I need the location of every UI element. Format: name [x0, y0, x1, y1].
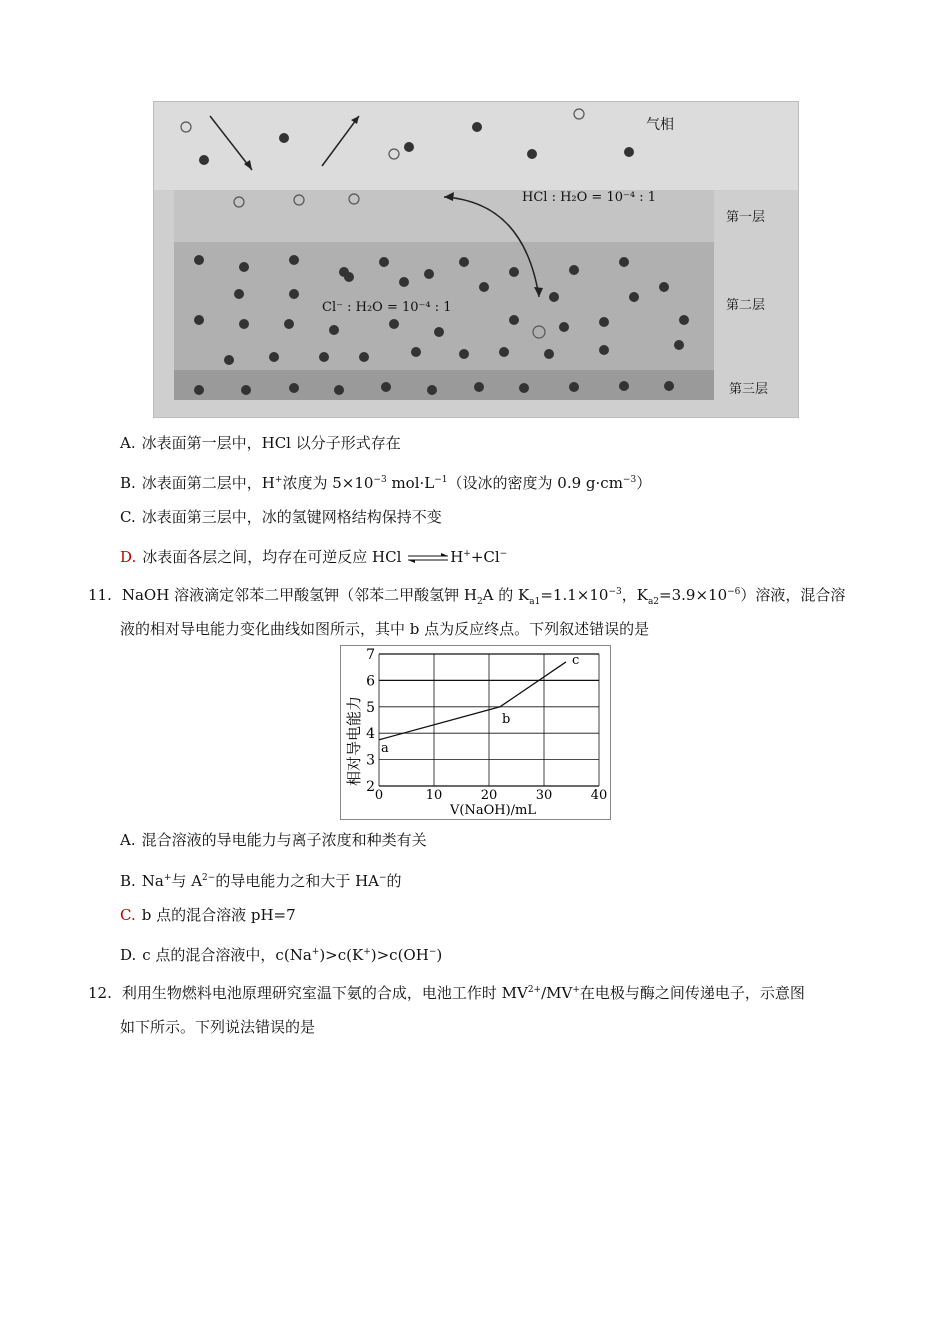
chart-ylabel: 相对导电能力: [345, 695, 363, 787]
chart-grid: [379, 654, 599, 786]
chart-point-label-b: b: [502, 711, 511, 727]
ice-surface-figure: [153, 101, 799, 418]
answer-marker: D.: [120, 548, 137, 566]
q11-option-b: B. Na+与 $A^{2-}$的导电能力之和大于 HA−的: [120, 872, 402, 890]
chart-point-label-c: c: [572, 652, 580, 668]
chart-y-tick-label: 6: [366, 673, 375, 690]
layer-3-label: 第三层: [729, 382, 769, 397]
chart-y-tick-label: 3: [366, 752, 375, 769]
conductivity-chart: [340, 645, 611, 820]
chart-y-tick-label: 5: [366, 699, 375, 716]
chart-y-ticks: [366, 647, 375, 795]
chart-x-tick-label: 40: [590, 788, 608, 803]
q11-stem-line1: 11. NaOH 溶液滴定邻苯二甲酸氢钾（邻苯二甲酸氢钾 $H_2A$ 的 $K_{a1}=1.1\times 10^{-3}$，$K_{a2}=3.9\times 10^{-6}$）溶液，混合溶: [88, 586, 846, 607]
chart-x-tick-label: 30: [535, 788, 553, 803]
q12-number: 12.: [88, 984, 112, 1002]
chart-y-tick-label: 2: [366, 779, 375, 795]
chart-x-tick-label: 10: [425, 788, 443, 803]
chart-point-labels: [381, 653, 579, 756]
chart-xlabel: V(NaOH)/mL: [450, 803, 536, 818]
q11-option-d: D. c 点的混合溶液中，c(Na+)>c(K+)>c(OH−): [120, 946, 443, 964]
conductivity-chart-svg: [341, 646, 610, 819]
q11-option-a: A. 混合溶液的导电能力与离子浓度和种类有关: [120, 831, 427, 849]
q10-option-c: C. 冰表面第三层中，冰的氢键网格结构保持不变: [120, 508, 442, 526]
cl-ratio-label: Cl⁻ : H₂O = 10⁻⁴ : 1: [322, 300, 452, 315]
q11-number: 11.: [88, 586, 112, 604]
q10-option-a: A. 冰表面第一层中，HCl 以分子形式存在: [120, 434, 401, 452]
chart-y-tick-label: 7: [366, 647, 375, 663]
gas-phase-label: 气相: [646, 117, 674, 133]
conductivity-series-line: [379, 662, 566, 740]
chart-x-tick-label: 20: [480, 788, 498, 803]
chart-y-tick-label: 4: [366, 726, 375, 743]
q10-option-d: D. 冰表面各层之间，均存在可逆反应 HCl H++Cl−: [120, 548, 508, 566]
q11-stem-line2: 液的相对导电能力变化曲线如图所示，其中 b 点为反应终点。下列叙述错误的是: [120, 620, 650, 638]
layer-2-label: 第二层: [726, 298, 766, 313]
q11-option-c: C. b 点的混合溶液 pH=7: [120, 906, 296, 924]
layer-1-label: 第一层: [726, 210, 766, 225]
answer-marker: C.: [120, 906, 136, 924]
q10-option-b: B. 冰表面第二层中，H+浓度为 $5\times 10^{-3}$ $mol\cdot L^{-1}$（设冰的密度为 0.9 $g\cdot cm^{-3}$）: [120, 474, 652, 492]
ice-layers-diagram: [154, 102, 798, 417]
reversible-arrow-icon: [406, 551, 450, 565]
chart-x-tick-label: 0: [374, 788, 384, 803]
chart-x-ticks: [375, 788, 607, 803]
hcl-ratio-label: HCl : H₂O = 10⁻⁴ : 1: [522, 190, 656, 205]
q12-stem-line1: 12. 利用生物燃料电池原理研究室温下氨的合成，电池工作时 $MV^{2+}/MV^+$在电极与酶之间传递电子，示意图: [88, 984, 805, 1002]
q12-stem-line2: 如下所示。下列说法错误的是: [120, 1018, 316, 1036]
chart-point-label-a: a: [381, 740, 389, 756]
